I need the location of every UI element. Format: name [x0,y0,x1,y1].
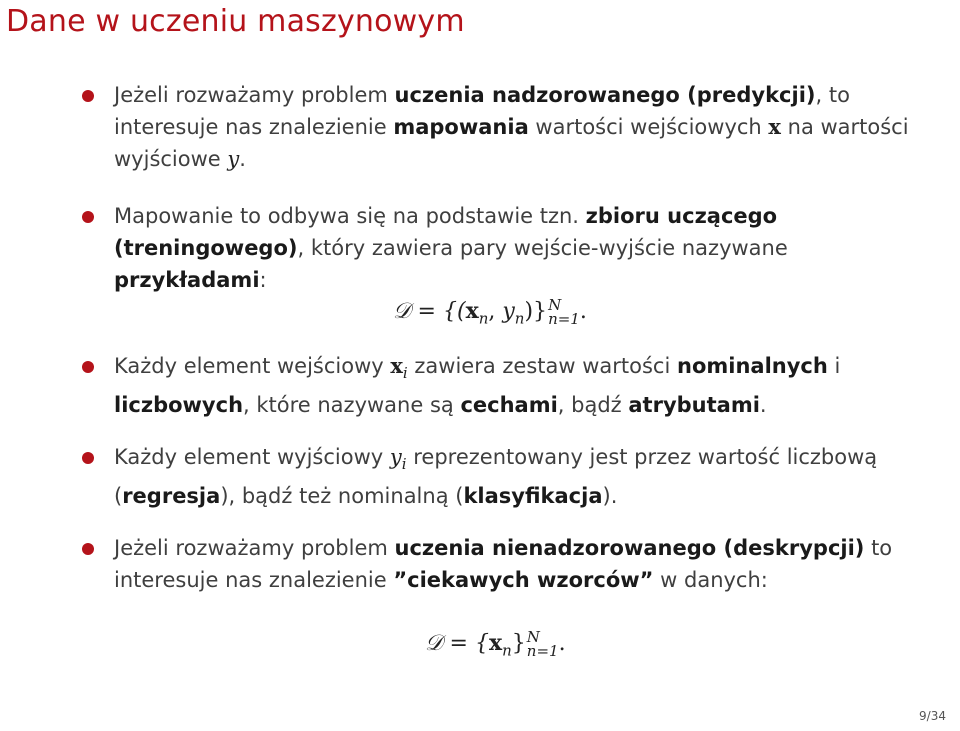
text: , bądź [557,393,629,418]
text: wartości wejściowych [528,115,769,139]
eq-sup: N [548,296,562,314]
bullet-text-2 [114,200,914,296]
bold-term: klasyfikacja [463,484,603,509]
bullet-text-3 [114,350,914,421]
eq-limits [548,298,580,326]
equation-training-set [393,298,587,327]
math-subscript: i [402,364,408,383]
math-symbol: x [768,114,781,139]
text: Jeżeli rozważamy problem [114,83,395,107]
math-symbol: x [390,353,403,378]
eq-lhs: 𝒟 = {( [393,299,466,324]
eq-sub: n=1 [526,642,559,660]
slide-title: Dane w uczeniu maszynowym [6,4,465,39]
text: w danych: [653,568,768,592]
text: i [827,354,841,378]
math-symbol: y [389,445,402,469]
bullet-icon [82,90,94,102]
eq-lhs: 𝒟 = { [425,631,489,656]
bold-term: liczbowych [114,393,244,418]
text: , które nazywane są [243,393,461,418]
text: Każdy element wyjściowy [114,445,390,469]
eq-close: } [511,631,526,656]
bold-term: zbioru uczącego (treningowego) [114,204,778,260]
eq-end: . [579,299,587,324]
text: ), bądź też nominalną ( [220,484,464,509]
bold-term: ”ciekawych wzorców” [393,568,654,592]
eq-x: x [488,630,503,656]
text: Mapowanie to odbywa się na podstawie tzn. [114,204,586,228]
math-symbol: y [227,147,240,171]
eq-x: x [465,298,479,324]
text: ( [114,484,123,509]
text: Jeżeli rozważamy problem [114,536,395,560]
text: na wartości wyjściowe [114,115,909,171]
bold-term: uczenia nienadzorowanego (deskrypcji) [394,536,865,560]
bullet-text-1 [114,79,914,175]
text: to interesuje nas znalezienie [114,536,893,592]
bold-term: regresja [122,484,221,509]
bold-term: przykładami [114,268,260,292]
bullet-text-5 [114,532,914,596]
bold-term: uczenia nadzorowanego (predykcji) [394,83,816,107]
equation-unlabeled-set [425,630,566,659]
eq-y-sub: n [514,309,525,328]
text: . [239,147,246,171]
text: . [759,393,767,418]
text: , który zawiera pary wejście-wyjście nazywane [297,236,788,260]
bullet-icon [82,211,94,223]
eq-limits [527,630,559,658]
math-subscript: i [401,455,407,474]
bold-term: cechami [460,393,558,418]
eq-x-sub: n [502,641,512,660]
text: : [259,268,267,292]
bold-term: nominalnych [677,354,828,378]
text: , to interesuje nas znalezienie [114,83,850,139]
text: ). [602,484,618,509]
text: Każdy element wejściowy [114,354,391,378]
eq-x-sub: n [478,309,489,328]
eq-close: )} [524,299,548,324]
bold-term: mapowania [393,115,529,139]
bullet-icon [82,361,94,373]
eq-sub: n=1 [548,310,580,328]
page-number: 9/34 [919,709,946,723]
bullet-text-4 [114,441,914,512]
bold-term: atrybutami [628,393,760,418]
text: reprezentowany jest przez wartość liczbową [406,445,878,469]
eq-comma: , [488,299,503,324]
bullet-icon [82,452,94,464]
text: zawiera zestaw wartości [407,354,677,378]
bullet-icon [82,543,94,555]
eq-end: . [558,631,566,656]
eq-sup: N [526,628,540,646]
eq-y: y [502,299,515,324]
